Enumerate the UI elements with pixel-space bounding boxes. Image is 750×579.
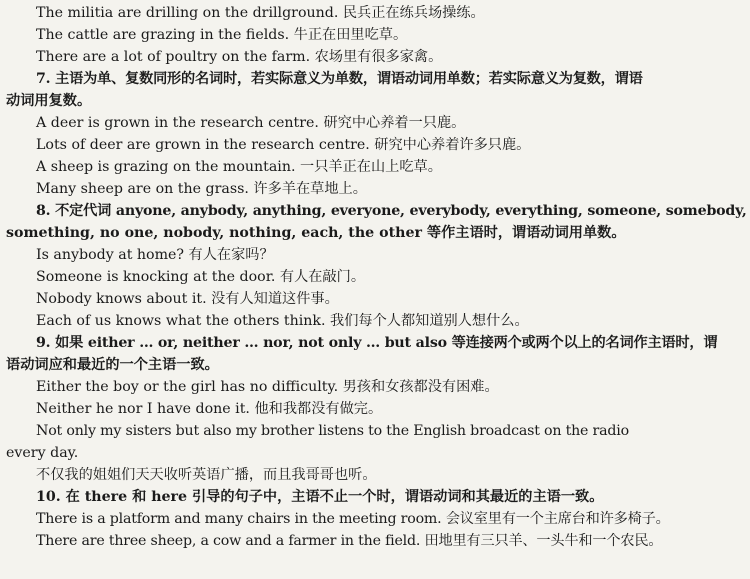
rule-heading-continuation: 语动词应和最近的一个主语一致。 bbox=[6, 357, 219, 373]
example-sentence: Not only my sisters but also my brother listens to the English broadcast on the radio bbox=[36, 423, 629, 439]
example-sentence: Each of us knows what the others think. 我们每个人都知道别人想什么。 bbox=[36, 313, 529, 329]
rule-heading-continuation: 动词用复数。 bbox=[6, 93, 92, 109]
example-sentence: A sheep is grazing on the mountain. 一只羊正在山上吃草。 bbox=[36, 159, 442, 175]
rule-heading: 10. 在 there 和 here 引导的句子中，主语不止一个时，谓语动词和其最近的主语一致。 bbox=[36, 489, 604, 505]
example-sentence: Is anybody at home? 有人在家吗？ bbox=[36, 247, 274, 263]
example-sentence: Many sheep are on the grass. 许多羊在草地上。 bbox=[36, 181, 367, 197]
example-sentence: Neither he nor I have done it. 他和我都没有做完。 bbox=[36, 401, 383, 417]
example-sentence-continuation: every day. bbox=[6, 445, 79, 461]
rule-heading: 7. 主语为单、复数同形的名词时，若实际意义为单数，谓语动词用单数；若实际意义为复数，谓语 bbox=[36, 71, 643, 87]
example-sentence: Nobody knows about it. 没有人知道这件事。 bbox=[36, 291, 339, 307]
example-sentence: A deer is grown in the research centre. 研究中心养着一只鹿。 bbox=[36, 115, 466, 131]
rule-heading: 8. 不定代词 anyone, anybody, anything, everyone, everybody, everything, someone, somebody, bbox=[36, 203, 747, 219]
example-sentence: Either the boy or the girl has no difficulty. 男孩和女孩都没有困难。 bbox=[36, 379, 499, 395]
example-sentence: Someone is knocking at the door. 有人在敲门。 bbox=[36, 269, 366, 285]
example-sentence: The militia are drilling on the drillground. 民兵正在练兵场操练。 bbox=[36, 5, 485, 21]
example-sentence: There are a lot of poultry on the farm. 农场里有很多家禽。 bbox=[36, 49, 443, 65]
example-sentence: Lots of deer are grown in the research centre. 研究中心养着许多只鹿。 bbox=[36, 137, 531, 153]
example-sentence: The cattle are grazing in the fields. 牛正在田里吃草。 bbox=[36, 27, 408, 43]
rule-heading: 9. 如果 either … or, neither … nor, not only … but also 等连接两个或两个以上的名词作主语时，谓 bbox=[36, 335, 718, 351]
rule-heading-continuation: something, no one, nobody, nothing, each, the other 等作主语时，谓语动词用单数。 bbox=[6, 225, 626, 241]
example-sentence: There is a platform and many chairs in the meeting room. 会议室里有一个主席台和许多椅子。 bbox=[36, 511, 670, 527]
example-sentence: There are three sheep, a cow and a farmer in the field. 田地里有三只羊、一头牛和一个农民。 bbox=[36, 533, 663, 549]
example-translation: 不仅我的姐姐们天天收听英语广播，而且我哥哥也听。 bbox=[36, 467, 377, 483]
